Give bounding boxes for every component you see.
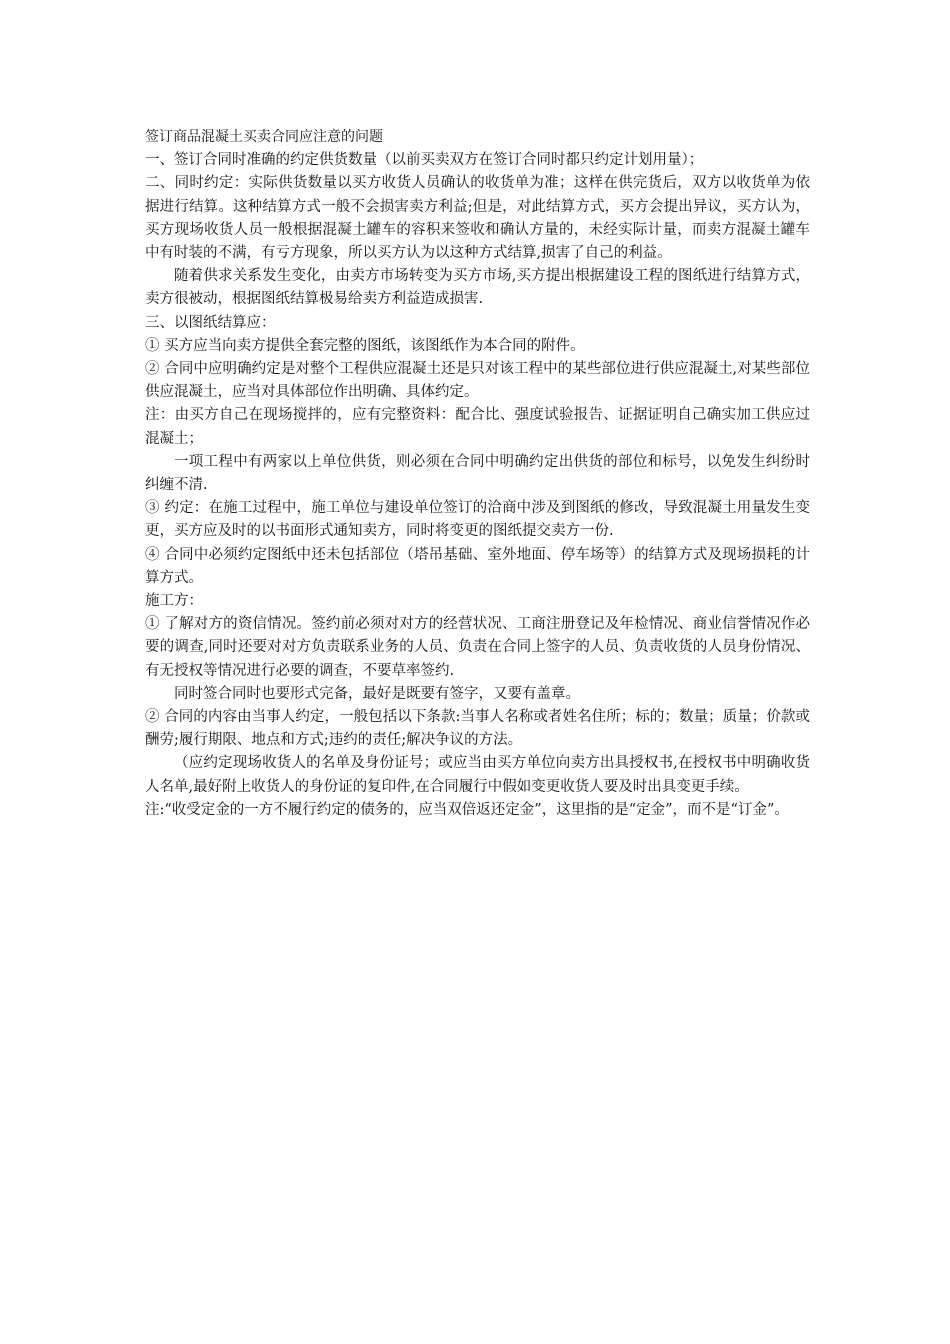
paragraph-3: 随着供求关系发生变化，由卖方市场转变为买方市场,买方提出根据建设工程的图纸进行结算方式，卖方很被动，根据图纸结算极易给卖方利益造成损害. <box>145 268 810 308</box>
paragraph-14: ② 合同的内容由当事人约定，一般包括以下条款:当事人名称或者姓名住所；标的；数量；质量；价款或酬劳;履行期限、地点和方式;违约的责任;解决争议的方法。 <box>145 709 810 749</box>
document-body <box>145 126 810 822</box>
paragraph-16: 注:“收受定金的一方不履行约定的债务的，应当双倍返还定金”，这里指的是“定金”，而不是“订金”。 <box>145 801 789 818</box>
paragraph-5: ① 买方应当向卖方提供全套完整的图纸，该图纸作为本合同的附件。 <box>145 337 585 354</box>
document-title: 签订商品混凝土买卖合同应注意的问题 <box>145 129 383 145</box>
paragraph-10: ④ 合同中必须约定图纸中还未包括部位（塔吊基础、室外地面、停车场等）的结算方式及现场损耗的计算方式。 <box>145 546 810 586</box>
paragraph-12: ① 了解对方的资信情况。签约前必须对对方的经营状况、工商注册登记及年检情况、商业信誉情况作必要的调查,同时还要对对方负责联系业务的人员、负责在合同上签字的人员、负责收货的人员身份情况、有无授权等情况进行必要的调查，不要草率签约. <box>145 616 810 679</box>
paragraph-2: 二、同时约定：实际供货数量以买方收货人员确认的收货单为准；这样在供完货后，双方以收货单为依据进行结算。这种结算方式一般不会损害卖方利益;但是，对此结算方式，买方会提出异议，买方认为，买方现场收货人员一般根据混凝土罐车的容积来签收和确认方量的，未经实际计量，而卖方混凝土罐车中有时装的不满，有亏方现象，所以买方认为以这种方式结算,损害了自己的利益。 <box>145 175 810 262</box>
paragraph-6: ② 合同中应明确约定是对整个工程供应混凝土还是只对该工程中的某些部位进行供应混凝土,对某些部位供应混凝土，应当对具体部位作出明确、具体约定。 <box>145 361 810 401</box>
paragraph-11: 施工方： <box>145 593 203 610</box>
paragraph-13: 同时签合同时也要形式完备，最好是既要有签字，又要有盖章。 <box>174 685 580 702</box>
paragraph-15: （应约定现场收货人的名单及身份证号；或应当由买方单位向卖方出具授权书,在授权书中明确收货人名单,最好附上收货人的身份证的复印件,在合同履行中假如变更收货人要及时出具变更手续。 <box>145 755 810 795</box>
paragraph-7: 注：由买方自己在现场搅拌的，应有完整资料：配合比、强度试验报告、证据证明自己确实加工供应过混凝土； <box>145 407 810 447</box>
paragraph-9: ③ 约定：在施工过程中，施工单位与建设单位签订的洽商中涉及到图纸的修改，导致混凝土用量发生变更，买方应及时的以书面形式通知卖方，同时将变更的图纸提交卖方一份. <box>145 500 810 540</box>
paragraph-1: 一、签订合同时准确的约定供货数量（以前买卖双方在签订合同时都只约定计划用量）； <box>145 152 704 169</box>
paragraph-8: 一项工程中有两家以上单位供货，则必须在合同中明确约定出供货的部位和标号，以免发生纠纷时纠缠不清. <box>145 453 810 494</box>
paragraph-4: 三、以图纸结算应： <box>145 314 276 331</box>
